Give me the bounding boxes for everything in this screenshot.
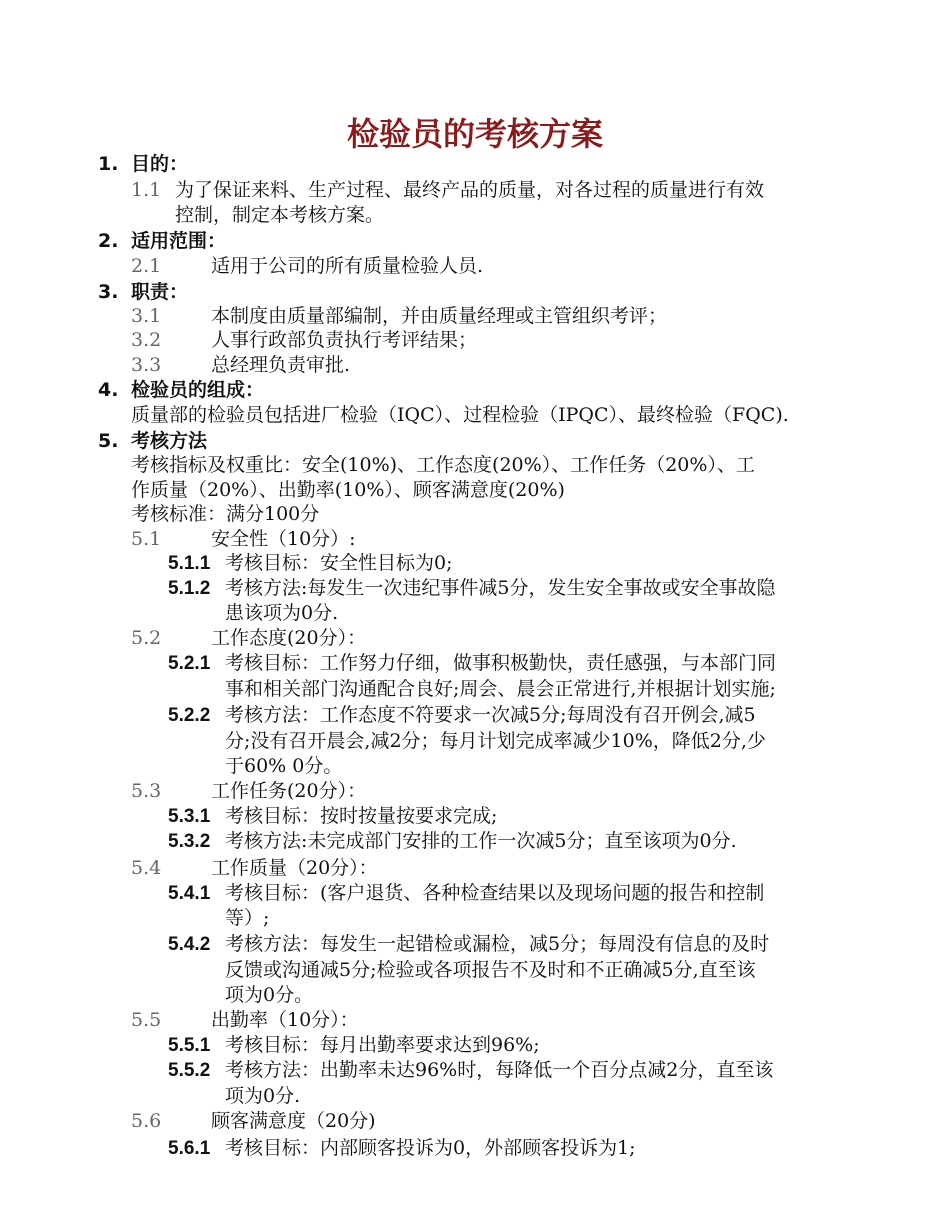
item-text: 总经理负责审批. [211,354,351,376]
section-number: 5. [98,430,119,452]
item-text: 项为0分. [225,1085,301,1107]
item-number: 5.2.1 [168,653,211,674]
item-number: 5.3.1 [168,806,211,827]
subsection-title: 顾客满意度（20分) [211,1110,376,1132]
subsection-title: 工作态度(20分）： [211,627,367,649]
section-body: 质量部的检验员包括进厂检验（IQC）、过程检验（IPQC）、最终检验（FQC). [131,404,789,426]
item-number: 5.1.1 [168,553,211,574]
item-text: 本制度由质量部编制，并由质量经理或主管组织考评； [211,305,668,327]
item-text: 考核方法:未完成部门安排的工作一次减5分；直至该项为0分. [225,830,737,852]
subsection-number: 5.2 [131,627,162,649]
item-number: 5.5.2 [168,1060,211,1081]
item-text: 考核目标：内部顾客投诉为0，外部顾客投诉为1; [225,1137,636,1159]
section-heading: 目的： [131,153,189,175]
item-text: 患该项为0分. [225,602,339,624]
item-text: 项为0分。 [225,984,314,1006]
section-number: 4. [98,379,119,401]
item-text: 考核方法:每发生一次违纪事件减5分，发生安全事故或安全事故隐 [225,577,776,599]
item-text: 考核目标：(客户退货、各种检查结果以及现场问题的报告和控制 [225,882,765,904]
item-text: 等）; [225,907,270,929]
item-text: 为了保证来料、生产过程、最终产品的质量，对各过程的质量进行有效 [175,179,765,201]
subsection-number: 5.3 [131,780,162,802]
section-heading: 检验员的组成： [131,379,265,401]
section-number: 2. [98,230,119,252]
item-text: 分;没有召开晨会,减2分；每月计划完成率减少10%，降低2分,少 [225,730,766,752]
section-heading: 适用范围： [131,230,227,252]
section-number: 1. [98,153,119,175]
item-number: 3.3 [131,354,162,376]
document-title: 检验员的考核方案 [346,115,603,153]
weights-text: 作质量（20%）、出勤率(10%）、顾客满意度(20%) [131,479,565,501]
item-text: 考核目标：工作努力仔细，做事积极勤快，责任感强，与本部门同 [225,652,777,674]
item-number: 5.6.1 [168,1138,211,1159]
subsection-title: 安全性（10分）: [211,528,356,550]
subsection-number: 5.1 [131,528,162,550]
section-heading: 职责： [131,281,189,303]
item-text: 事和相关部门沟通配合良好;周会、晨会正常进行,并根据计划实施; [225,678,776,700]
item-text: 考核方法：出勤率未达96%时，每降低一个百分点减2分，直至该 [225,1059,774,1081]
item-text: 反馈或沟通减5分;检验或各项报告不及时和不正确减5分,直至该 [225,959,756,981]
item-number: 5.4.2 [168,934,211,955]
item-text: 人事行政部负责执行考评结果； [211,329,478,351]
item-number: 5.5.1 [168,1035,211,1056]
subsection-number: 5.6 [131,1110,162,1132]
item-number: 1.1 [131,179,162,201]
item-number: 3.1 [131,305,162,327]
item-number: 2.1 [131,255,162,277]
item-number: 5.1.2 [168,578,211,599]
subsection-title: 工作质量（20分）： [211,857,378,879]
item-text: 考核方法：工作态度不符要求一次减5分;每周没有召开例会,减5 [225,704,756,726]
section-heading: 考核方法 [131,430,208,452]
item-number: 5.2.2 [168,705,211,726]
item-number: 5.4.1 [168,883,211,904]
item-text: 考核目标：每月出勤率要求达到96%; [225,1034,540,1056]
item-text: 考核目标：按时按量按要求完成; [225,805,498,827]
subsection-title: 出勤率（10分）： [211,1009,359,1031]
item-text: 于60% 0分。 [225,755,343,777]
item-number: 5.3.2 [168,831,211,852]
item-text: 控制，制定本考核方案。 [175,204,385,226]
subsection-title: 工作任务(20分）： [211,780,367,802]
item-number: 3.2 [131,329,162,351]
item-text: 考核方法：每发生一起错检或漏检，减5分；每周没有信息的及时 [225,933,770,955]
standard-text: 考核标准：满分100分 [131,503,320,525]
item-text: 考核目标：安全性目标为0; [225,552,453,574]
subsection-number: 5.5 [131,1009,162,1031]
item-text: 适用于公司的所有质量检验人员. [211,255,484,277]
weights-text: 考核指标及权重比：安全(10%)、工作态度(20%）、工作任务（20%）、工 [131,454,755,476]
subsection-number: 5.4 [131,857,162,879]
section-number: 3. [98,281,119,303]
